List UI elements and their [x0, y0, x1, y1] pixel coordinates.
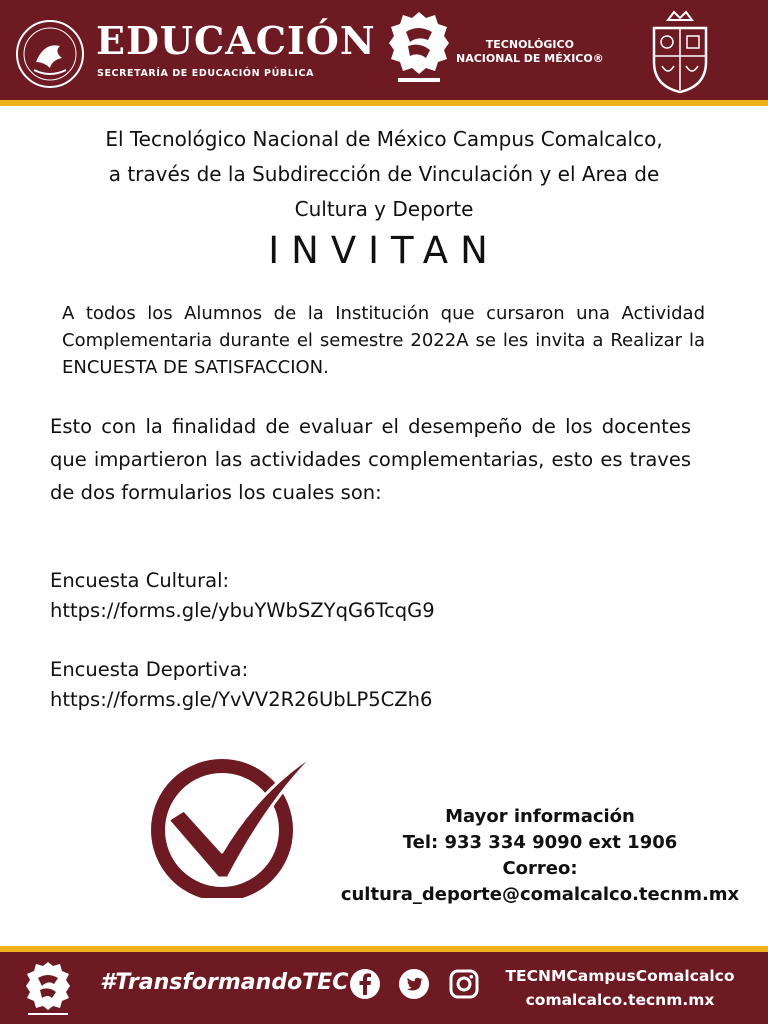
contact-email-label: Correo: — [502, 858, 578, 879]
instagram-icon[interactable] — [448, 968, 480, 1000]
invitan-heading: INVITAN — [268, 229, 500, 272]
footer-contact — [500, 964, 740, 1012]
purpose-paragraph: Esto con la finalidad de evaluar el desempeño de los docentes que impartieron las actividades complementarias, esto es traves de dos formularios los cuales son: — [50, 415, 691, 504]
tecnm-name-line2: NACIONAL DE MÉXICO® — [456, 52, 604, 65]
footer-hashtag: #TransformandoTEC — [100, 970, 349, 995]
tecnm-name — [456, 38, 604, 66]
survey-cultural-label: Encuesta Cultural: — [50, 569, 230, 592]
survey-deportiva-link[interactable]: https://forms.gle/YvVV2R26UbLP5CZh6 — [50, 688, 433, 711]
invitation-paragraph: A todos los Alumnos de la Institución que cursaron una Actividad Complementaria durante el semestre 2022A se les invita a Realizar la ENCUESTA DE SATISFACCION. — [62, 303, 705, 378]
facebook-icon[interactable] — [349, 968, 381, 1000]
checkmark-icon — [140, 748, 320, 898]
header-accent-stripe — [0, 100, 768, 106]
header-title: EDUCACIÓN — [96, 18, 376, 63]
intro-line: El Tecnológico Nacional de México Campus Comalcalco, — [105, 127, 663, 151]
survey-deportiva-label: Encuesta Deportiva: — [50, 658, 249, 681]
coat-of-arms-icon — [646, 6, 714, 96]
mexico-seal-icon — [14, 18, 86, 90]
intro-line: a través de la Subdirección de Vinculación y el Area de — [108, 162, 660, 186]
contact-title: Mayor información — [445, 806, 635, 827]
survey-cultural-link[interactable]: https://forms.gle/ybuYWbSZYqG6TcqG9 — [50, 599, 435, 622]
intro-text — [40, 122, 728, 227]
contact-info — [300, 804, 768, 908]
contact-email[interactable]: cultura_deporte@comalcalco.tecnm.mx — [340, 884, 740, 905]
contact-phone: Tel: 933 334 9090 ext 1906 — [402, 832, 678, 853]
footer-handle[interactable]: TECNMCampusComalcalco — [505, 967, 735, 985]
tecnm-name-line1: TECNOLÓGICO — [485, 38, 574, 51]
header-subtitle: SECRETARÍA DE EDUCACIÓN PÚBLICA — [97, 68, 315, 79]
campus-logo-icon — [18, 956, 78, 1018]
footer-site[interactable]: comalcalco.tecnm.mx — [525, 991, 715, 1009]
twitter-icon[interactable] — [398, 968, 430, 1000]
intro-line: Cultura y Deporte — [294, 197, 474, 221]
tecnm-logo-icon — [388, 10, 450, 90]
